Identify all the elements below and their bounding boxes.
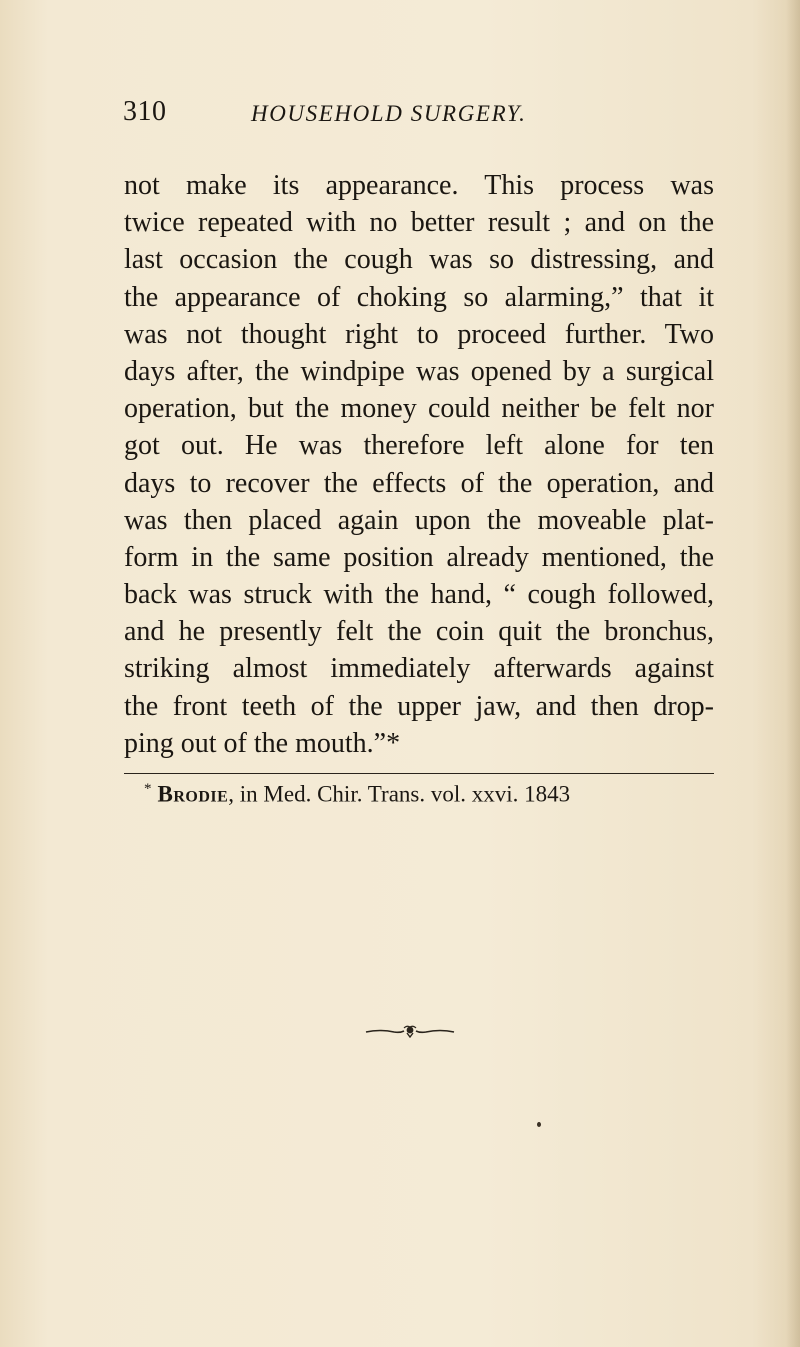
body-paragraph <box>124 167 714 762</box>
text-line: twice repeated with no better result ; and on the <box>124 207 714 239</box>
text-line: striking almost immediately afterwards against <box>124 653 714 685</box>
text-line: form in the same position already mentioned, the <box>124 541 714 573</box>
page-edge-shadow <box>786 0 800 1347</box>
footnote-rule <box>124 773 714 774</box>
tailpiece-ornament-icon <box>360 1024 460 1038</box>
text-line: back was struck with the hand, “ cough followed, <box>124 579 714 611</box>
text-line: days to recover the effects of the operation, and <box>124 467 714 499</box>
page-header <box>123 96 715 136</box>
text-line: operation, but the money could neither be felt nor <box>124 393 714 425</box>
footnote-author: Brodie <box>157 781 229 807</box>
text-line: the appearance of choking so alarming,” that it <box>124 281 714 313</box>
running-head: HOUSEHOLD SURGERY. <box>251 101 527 126</box>
text-line: was not thought right to proceed further. Two <box>124 318 714 350</box>
text-line: ping out of the mouth.”* <box>124 727 401 759</box>
ink-speck <box>537 1122 541 1127</box>
text-line: last occasion the cough was so distressing, and <box>124 244 714 276</box>
text-line: was then placed again upon the moveable plat- <box>124 504 714 536</box>
footnote-citation: , in Med. Chir. Trans. vol. xxvi. 1843 <box>228 781 571 807</box>
text-line: and he presently felt the coin quit the bronchus, <box>124 616 714 648</box>
footnote-marker: * <box>144 781 152 797</box>
footnote <box>144 781 570 808</box>
text-line: days after, the windpipe was opened by a surgical <box>124 355 714 387</box>
text-line: the front teeth of the upper jaw, and then drop- <box>124 690 714 722</box>
text-line: got out. He was therefore left alone for ten <box>124 430 714 462</box>
page-number: 310 <box>123 96 167 127</box>
text-line: not make its appearance. This process was <box>124 170 714 201</box>
